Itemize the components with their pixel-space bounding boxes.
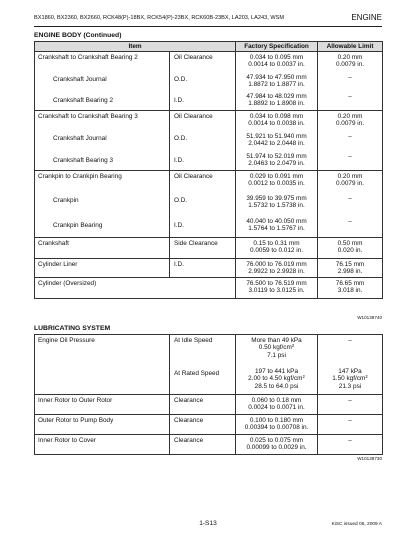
table-row	[35, 111, 383, 171]
limit-value: 0.0079 in.	[335, 61, 365, 69]
table-row	[35, 395, 383, 415]
item-label: Inner Rotor to Cover	[38, 437, 96, 444]
limit-value: –	[348, 133, 352, 140]
spec-value: 0.0014 to 0.0037 in.	[248, 61, 305, 69]
table-row	[35, 171, 383, 238]
spec-value: 0.100 to 0.180 mm	[249, 417, 304, 424]
item-label: Crankpin to Crankpin Bearing	[38, 173, 122, 180]
spec-value: 0.0014 to 0.0038 in.	[248, 120, 305, 128]
spec-value: 2.0442 to 2.0448 in.	[248, 140, 305, 148]
condition-label: I.D.	[174, 157, 184, 164]
spec-value: More than 49 kPa	[251, 337, 302, 344]
superscript: 2	[365, 374, 368, 380]
col-header-allowable-limit: Allowable Limit	[318, 42, 383, 52]
spec-value: 1.5764 to 1.5767 in.	[248, 225, 305, 233]
lubricating-table	[34, 334, 383, 455]
condition-label: Oil Clearance	[174, 54, 213, 61]
item-label: Crankpin Bearing	[53, 222, 103, 229]
spec-value: 40.040 to 40.050 mm	[246, 218, 307, 225]
condition-label: I.D.	[174, 97, 184, 104]
spec-value: 1.8872 to 1.8877 in.	[248, 81, 305, 89]
item-label: Inner Rotor to Outer Rotor	[38, 397, 113, 404]
issue-info: KiSC issued 06, 2009 A	[331, 522, 382, 527]
condition-label: Oil Clearance	[174, 113, 213, 120]
spec-value: 0.50 kgf/cm	[258, 344, 292, 352]
condition-label: Oil Clearance	[174, 173, 213, 180]
spec-value: 39.959 to 39.975 mm	[246, 195, 307, 202]
spec-value: 0.15 to 0.31 mm	[253, 240, 300, 247]
engine-body-table	[34, 41, 383, 299]
limit-value: 0.20 mm	[337, 113, 363, 120]
col-header-item: Item	[35, 42, 236, 52]
table-row	[35, 259, 383, 278]
item-label: Crankshaft Journal	[53, 135, 107, 142]
limit-value: 76.65 mm	[335, 280, 365, 287]
table-header-row	[35, 42, 383, 52]
condition-label: O.D.	[174, 76, 188, 83]
limit-value: –	[348, 93, 352, 100]
spec-value: 2.0463 to 2.0479 in.	[248, 160, 305, 168]
item-label: Crankshaft Bearing 2	[53, 97, 114, 104]
table-row	[35, 238, 383, 259]
spec-value: 2.9922 to 2.9928 in.	[248, 268, 305, 276]
spec-value: 1.5732 to 1.5738 in.	[248, 202, 305, 210]
limit-value: –	[348, 437, 352, 444]
condition-label: At Rated Speed	[174, 370, 220, 377]
table-row	[35, 52, 383, 111]
spec-value: 76.000 to 76.019 mm	[246, 261, 307, 268]
superscript: 2	[291, 343, 295, 349]
item-label: Crankshaft	[38, 240, 69, 247]
spec-value: 0.025 to 0.075 mm	[249, 437, 304, 444]
spec-value: 197 to 441 kPa	[255, 368, 298, 375]
condition-label: O.D.	[174, 135, 188, 142]
condition-label: At Idle Speed	[174, 337, 213, 344]
item-label: Engine Oil Pressure	[38, 337, 95, 344]
limit-value: –	[348, 74, 352, 81]
item-label: Crankshaft to Crankshaft Bearing 2	[38, 54, 138, 61]
spec-value: 0.060 to 0.18 mm	[251, 397, 302, 404]
limit-value: –	[348, 337, 352, 344]
spec-value: 0.034 to 0.098 mm	[249, 113, 304, 120]
page-number: 1-S13	[199, 520, 217, 527]
limit-value: 21.3 psi	[338, 382, 362, 390]
condition-label: I.D.	[174, 261, 184, 268]
limit-value: –	[348, 397, 352, 404]
spec-value: 47.984 to 48.029 mm	[246, 93, 307, 100]
item-label: Crankshaft to Crankshaft Bearing 3	[38, 113, 138, 120]
spec-value: 3.0119 to 3.0125 in.	[248, 287, 305, 295]
table-row	[35, 335, 383, 395]
item-label: Cylinder (Oversized)	[38, 280, 97, 287]
spec-value: 0.00099 to 0.0029 in.	[246, 444, 307, 452]
spec-value: 7.1 psi	[267, 351, 286, 359]
limit-value: 76.15 mm	[335, 261, 365, 268]
spec-value: 1.8892 to 1.8908 in.	[248, 100, 305, 108]
limit-value: 1.50 kgf/cm	[332, 375, 366, 383]
spec-value: 0.00394 to 0.00708 in.	[244, 424, 309, 432]
limit-value: 3.018 in.	[337, 287, 363, 295]
limit-value: 147 kPa	[338, 368, 362, 375]
spec-value: 47.934 to 47.950 mm	[246, 74, 307, 81]
condition-label: Clearance	[174, 437, 204, 444]
limit-value: 0.0079 in.	[335, 120, 365, 128]
limit-value: 0.20 mm	[337, 54, 363, 61]
image-id-lubricating: W10139730	[357, 456, 382, 461]
item-label: Crankshaft Journal	[53, 76, 107, 83]
limit-value: –	[348, 417, 352, 424]
section-title-lubricating: LUBRICATING SYSTEM	[34, 325, 111, 332]
condition-label: Clearance	[174, 397, 204, 404]
limit-value: 0.50 mm	[337, 240, 363, 247]
spec-value: 51.921 to 51.940 mm	[246, 133, 307, 140]
item-label: Outer Rotor to Pump Body	[38, 417, 114, 424]
condition-label: Clearance	[174, 417, 204, 424]
item-label: Cylinder Liner	[38, 261, 78, 268]
limit-value: –	[348, 218, 352, 225]
condition-label: O.D.	[174, 197, 188, 204]
spec-value: 51.974 to 52.019 mm	[246, 153, 307, 160]
section-title-engine-body: ENGINE BODY (Continued)	[34, 32, 122, 39]
header-rule	[34, 26, 382, 27]
spec-value: 0.034 to 0.095 mm	[249, 54, 304, 61]
condition-label: Side Clearance	[174, 240, 218, 247]
table-row	[35, 435, 383, 455]
item-label: Crankshaft Bearing 3	[53, 157, 114, 164]
condition-label: I.D.	[174, 222, 184, 229]
limit-value: 0.020 in.	[337, 247, 363, 255]
table-row	[35, 278, 383, 299]
header-models: BX1860, BX2360, BX2660, RCK48(P)-18BX, RCK54(P)-23BX, RCK60B-23BX, LA203, LA243, WSM	[34, 15, 284, 21]
item-label: Crankpin	[53, 197, 79, 204]
spec-value: 28.5 to 64.0 psi	[254, 382, 299, 390]
spec-value: 2.00 to 4.50 kgf/cm	[248, 375, 303, 383]
table-row	[35, 415, 383, 435]
spec-value: 76.500 to 76.519 mm	[246, 280, 307, 287]
spec-value: 0.0012 to 0.0035 in.	[248, 180, 305, 188]
limit-value: 2.998 in.	[337, 268, 363, 276]
spec-value: 0.0059 to 0.012 in.	[250, 247, 303, 255]
limit-value: 0.20 mm	[337, 173, 363, 180]
limit-value: –	[348, 195, 352, 202]
limit-value: –	[348, 153, 352, 160]
col-header-factory-spec: Factory Specification	[236, 42, 318, 52]
spec-value: 0.0024 to 0.0071 in.	[248, 404, 305, 412]
limit-value: 0.0079 in.	[335, 180, 365, 188]
header-section: ENGINE	[351, 13, 382, 22]
spec-value: 0.029 to 0.091 mm	[249, 173, 304, 180]
image-id-engine-body: W10138740	[357, 315, 382, 320]
superscript: 2	[302, 374, 305, 380]
